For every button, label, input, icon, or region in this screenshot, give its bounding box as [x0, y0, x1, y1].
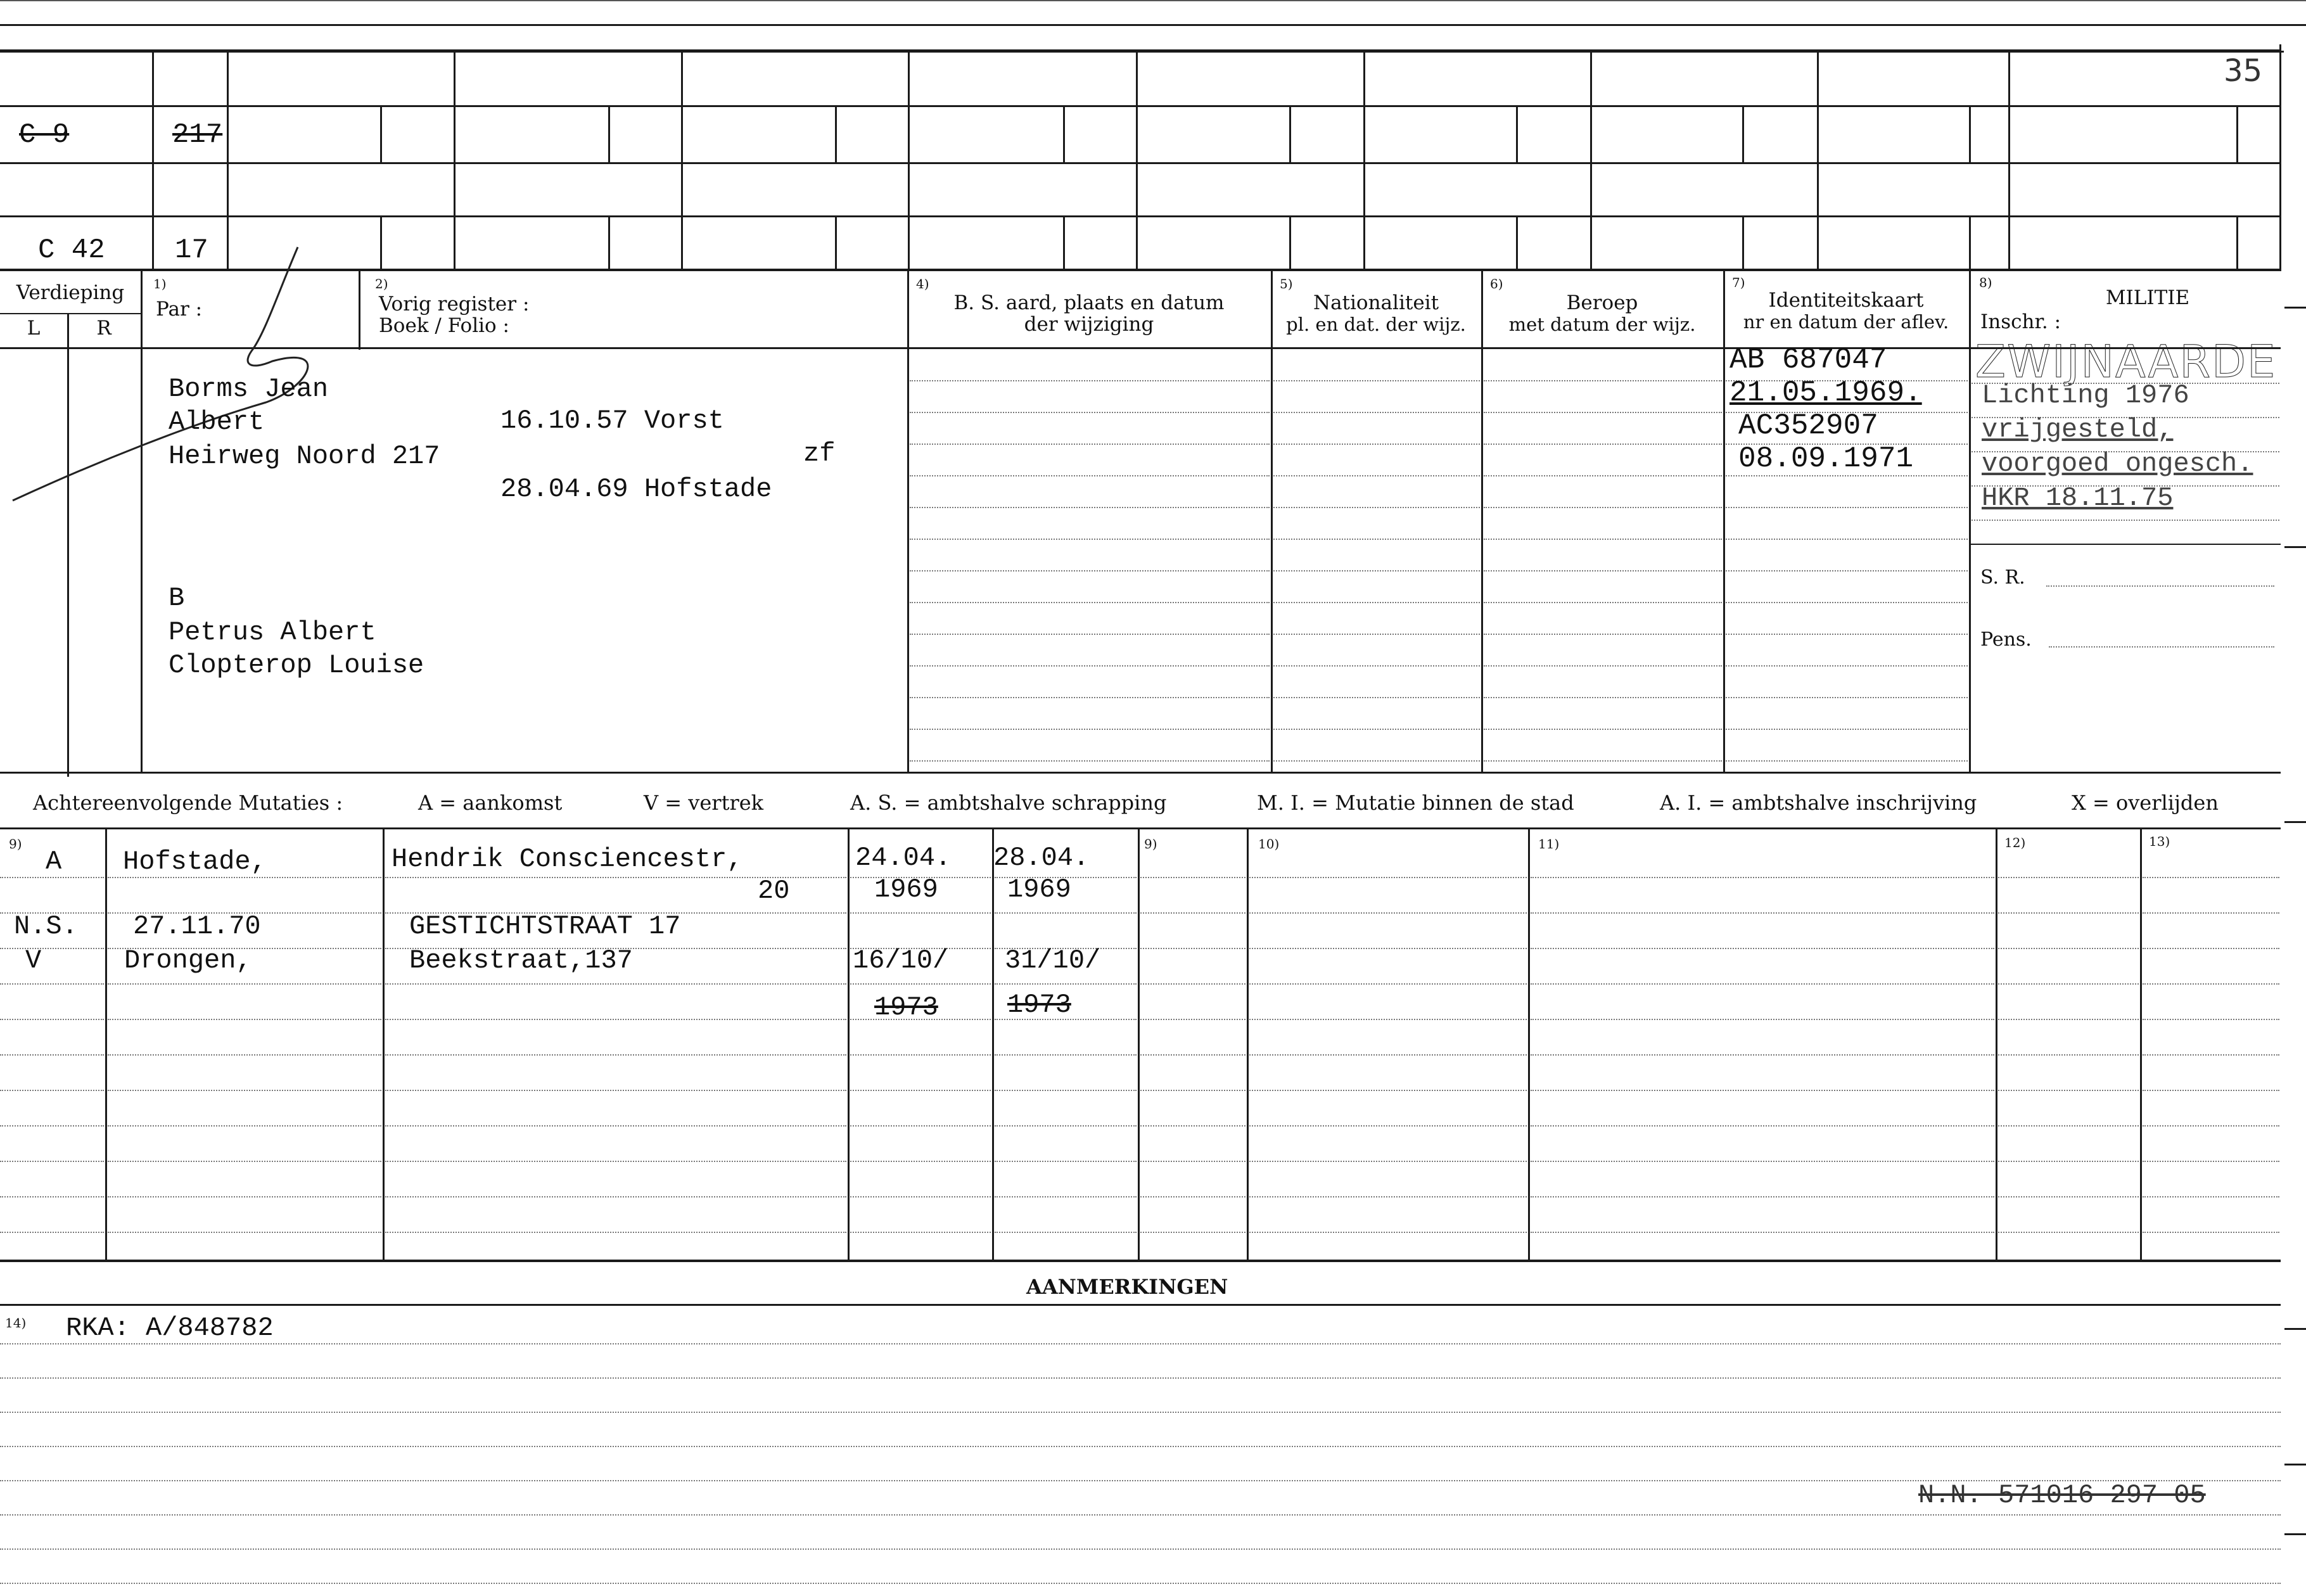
ruled-line [1998, 1196, 2139, 1197]
ruled-line [1249, 877, 1527, 878]
ruled-line [1140, 912, 1245, 914]
ruled-line [1998, 1232, 2139, 1233]
ruled-line [1273, 444, 1480, 445]
ruled-line [1273, 539, 1480, 540]
ruled-line [1484, 444, 1722, 445]
ruled-line [850, 912, 991, 914]
mut1-date1: 24.04. [855, 843, 952, 873]
ruled-line [910, 729, 1270, 730]
ruled-line [0, 983, 104, 985]
ruled-line [2143, 1196, 2279, 1197]
ruled-line [1484, 539, 1722, 540]
ruled-line [995, 1232, 1137, 1233]
pens-label: Pens. [1980, 629, 2032, 651]
mut-col-9b-number: 9) [1144, 836, 1157, 852]
legend-title: Achtereenvolgende Mutaties : [33, 791, 343, 815]
ruled-line [910, 665, 1270, 667]
mut1-place: Hofstade, [123, 846, 267, 877]
ruled-line [850, 1125, 991, 1127]
ruled-line [1998, 877, 2139, 878]
code-2a: C 42 [38, 234, 105, 266]
identity-header-line2: nr en datum der aflev. [1743, 311, 1949, 333]
ruled-line [1273, 697, 1480, 698]
ruled-line [1249, 948, 1527, 949]
legend-official-registration: A. I. = ambtshalve inschrijving [1660, 791, 1977, 815]
ruled-line [995, 1090, 1137, 1091]
ruled-line [0, 1196, 104, 1197]
par-label: Par : [156, 298, 203, 321]
mut3-date1: 16/10/ [853, 945, 949, 976]
legend-death: X = overlijden [2072, 791, 2219, 815]
ruled-line [0, 1480, 2281, 1481]
boek-folio-label: Boek / Folio : [379, 314, 509, 337]
ruled-line [995, 1196, 1137, 1197]
ruled-line [1273, 507, 1480, 508]
ruled-line [385, 1090, 846, 1091]
ruled-line [1531, 912, 1994, 914]
ruled-line [385, 1161, 846, 1162]
ruled-line [1726, 729, 1968, 730]
ruled-line [1249, 1019, 1527, 1020]
ruled-line [1273, 634, 1480, 635]
ruled-line [850, 1232, 991, 1233]
ruled-line [1484, 507, 1722, 508]
ruled-line [0, 1232, 104, 1233]
ruled-line [108, 1161, 381, 1162]
code-2b: 17 [175, 234, 208, 266]
ruled-line [1249, 1161, 1527, 1162]
legend-arrival: A = aankomst [418, 791, 563, 815]
field-8-number: 8) [1979, 275, 1992, 290]
ruled-line [1726, 634, 1968, 635]
bs-header-line1: B. S. aard, plaats en datum [953, 291, 1225, 314]
ruled-line [1998, 1090, 2139, 1091]
father-name: Petrus Albert [169, 617, 376, 648]
ruled-line [995, 1125, 1137, 1127]
ruled-line [1273, 760, 1480, 762]
ruled-line [850, 1161, 991, 1162]
ruled-line [1273, 602, 1480, 603]
ruled-line [2143, 1125, 2279, 1127]
ruled-line [850, 1090, 991, 1091]
mut-col-12b-number: 12) [2004, 835, 2026, 850]
identity-card-2: AC352907 [1738, 409, 1878, 442]
mut3-street: Beekstraat,137 [409, 945, 633, 976]
ruled-line [1531, 1125, 1994, 1127]
ruled-line [0, 1161, 104, 1162]
ruled-line [1531, 1019, 1994, 1020]
militia-line-4: HKR 18.11.75 [1982, 483, 2174, 513]
person-name-line2: Albert [169, 407, 265, 437]
mut-col-9-number: 9) [9, 836, 22, 852]
ruled-line [850, 1196, 991, 1197]
birth-date-place: 16.10.57 Vorst [500, 405, 724, 436]
ruled-line [1249, 1232, 1527, 1233]
ruled-line [1140, 1232, 1245, 1233]
identity-date-2: 08.09.1971 [1738, 442, 1914, 475]
vorig-register-label: Vorig register : [379, 293, 530, 316]
ruled-line [1998, 1161, 2139, 1162]
ruled-line [1484, 475, 1722, 476]
person-name-line1: Borms Jean [169, 374, 329, 404]
mut1-type: A [46, 846, 62, 877]
bs-header-line2: der wijziging [1024, 313, 1154, 336]
ruled-line [1484, 665, 1722, 667]
ruled-line [1273, 475, 1480, 476]
ruled-line [108, 877, 381, 878]
ruled-line [910, 507, 1270, 508]
ruled-line [0, 1054, 104, 1056]
ruled-line [910, 475, 1270, 476]
ruled-line [1531, 1090, 1994, 1091]
mut1-date2-year: 1969 [1007, 874, 1071, 905]
mut1-street: Hendrik Consciencestr, [392, 844, 743, 874]
legend-struck: A. S. = ambtshalve schrapping [850, 791, 1167, 815]
mut3-date1-year: 1973 [874, 992, 938, 1023]
ruled-line [1531, 1054, 1994, 1056]
field-6-number: 6) [1490, 276, 1503, 291]
nationality-header-line1: Nationaliteit [1313, 291, 1439, 314]
remarks-number: 14) [5, 1315, 27, 1331]
ruled-line [1484, 634, 1722, 635]
ruled-line [0, 1412, 2281, 1413]
ruled-line [1531, 948, 1994, 949]
ruled-line [1531, 877, 1994, 878]
ruled-line [108, 1196, 381, 1197]
identity-header-line1: Identiteitskaart [1768, 289, 1924, 312]
ruled-line [850, 983, 991, 985]
ruled-line [2143, 948, 2279, 949]
ruled-line [0, 1019, 104, 1020]
militia-line-3: voorgoed ongesch. [1982, 449, 2253, 479]
national-number: N.N. 571016 297 05 [1918, 1480, 2206, 1510]
mut3-type: V [25, 945, 42, 976]
ruled-line [0, 1343, 2281, 1344]
municipality-stamp: ZWIJNAARDE [1975, 336, 2277, 388]
ruled-line [2143, 1054, 2279, 1056]
field-1-number: 1) [153, 276, 167, 291]
ruled-line [108, 983, 381, 985]
ruled-line [0, 1583, 2281, 1584]
ruled-line [1531, 1232, 1994, 1233]
mut2-place: 27.11.70 [133, 911, 261, 942]
ruled-line [910, 412, 1270, 413]
ruled-line [1998, 912, 2139, 914]
ruled-line [108, 1054, 381, 1056]
ruled-line [1484, 729, 1722, 730]
legend-city-mutation: M. I. = Mutatie binnen de stad [1257, 791, 1574, 815]
ruled-line [108, 1090, 381, 1091]
page-number: 35 [2224, 53, 2263, 89]
ruled-line [910, 602, 1270, 603]
mut3-place: Drongen, [124, 945, 252, 976]
mut-col-11b-number: 11) [1538, 836, 1560, 852]
ruled-line [108, 1232, 381, 1233]
ruled-line [1726, 570, 1968, 571]
militia-line-1: Lichting 1976 [1982, 380, 2189, 411]
mut-col-13b-number: 13) [2149, 834, 2170, 849]
ruled-line [1249, 1054, 1527, 1056]
ruled-line [385, 1019, 846, 1020]
mut1-date2: 28.04. [993, 843, 1090, 873]
ruled-line [1726, 602, 1968, 603]
ruled-line [910, 760, 1270, 762]
ruled-line [910, 444, 1270, 445]
ruled-line [910, 634, 1270, 635]
ruled-line [385, 1125, 846, 1127]
mother-name: Clopterop Louise [169, 650, 424, 680]
verdieping-r: R [96, 317, 111, 340]
ruled-line [1140, 1161, 1245, 1162]
code-1b: 217 [172, 119, 223, 151]
ruled-line [1140, 1019, 1245, 1020]
ruled-line [910, 697, 1270, 698]
ruled-line [2143, 1019, 2279, 1020]
settlement-date-place: 28.04.69 Hofstade [500, 474, 772, 504]
ruled-line [1726, 539, 1968, 540]
mut3-date2: 31/10/ [1005, 945, 1101, 976]
field-7-number: 7) [1732, 275, 1745, 290]
inschr-label: Inschr. : [1980, 310, 2061, 333]
nationality-header-line2: pl. en dat. der wijz. [1286, 314, 1466, 335]
ruled-line [1273, 729, 1480, 730]
ruled-line [995, 912, 1137, 914]
militia-header: MILITIE [2105, 286, 2190, 309]
ruled-line [0, 1446, 2281, 1447]
ruled-line [2143, 983, 2279, 985]
remarks-title: AANMERKINGEN [1026, 1275, 1228, 1299]
ruled-line [1998, 1125, 2139, 1127]
mut-col-10b-number: 10) [1258, 836, 1280, 852]
ruled-line [2143, 1161, 2279, 1162]
ruled-line [1998, 1054, 2139, 1056]
marital-code: zf [803, 438, 836, 469]
field-4-number: 4) [916, 276, 929, 291]
ruled-line [995, 983, 1137, 985]
ruled-line [1484, 570, 1722, 571]
sr-label: S. R. [1980, 566, 2025, 589]
mut2-street: GESTICHTSTRAAT 17 [409, 911, 681, 942]
ruled-line [1273, 380, 1480, 381]
ruled-line [2143, 877, 2279, 878]
field-5-number: 5) [1280, 276, 1293, 291]
ruled-line [385, 1232, 846, 1233]
ruled-line [1484, 760, 1722, 762]
ruled-line [108, 1019, 381, 1020]
profession-header-line1: Beroep [1566, 291, 1638, 314]
ruled-line [1484, 697, 1722, 698]
ruled-line [0, 877, 104, 878]
ruled-line [0, 1125, 104, 1127]
ruled-line [0, 1514, 2281, 1516]
ruled-line [995, 1161, 1137, 1162]
mut2-type: N.S. [14, 911, 78, 942]
ruled-line [0, 1090, 104, 1091]
mut1-date1-year: 1969 [874, 874, 938, 905]
ruled-line [1140, 948, 1245, 949]
ruled-line [1273, 665, 1480, 667]
ruled-line [0, 1377, 2281, 1379]
ruled-line [1484, 412, 1722, 413]
ruled-line [1273, 570, 1480, 571]
ruled-line [1726, 697, 1968, 698]
ruled-line [0, 1548, 2281, 1550]
ruled-line [1140, 983, 1245, 985]
ruled-line [1140, 1090, 1245, 1091]
ruled-line [385, 1054, 846, 1056]
ruled-line [108, 1125, 381, 1127]
parent-code: B [169, 583, 185, 613]
ruled-line [910, 570, 1270, 571]
ruled-line [1726, 507, 1968, 508]
ruled-line [1249, 1090, 1527, 1091]
ruled-line [0, 948, 104, 949]
profession-header-line2: met datum der wijz. [1508, 314, 1696, 335]
verdieping-l: L [27, 317, 41, 340]
ruled-line [1140, 1054, 1245, 1056]
code-1a: C 9 [19, 119, 70, 151]
ruled-line [1726, 475, 1968, 476]
ruled-line [850, 1054, 991, 1056]
ruled-line [1140, 1196, 1245, 1197]
ruled-line [1531, 1161, 1994, 1162]
identity-card-1: AB 687047 [1730, 343, 1887, 376]
ruled-line [2143, 912, 2279, 914]
remarks-text: RKA: A/848782 [66, 1313, 274, 1343]
ruled-line [2143, 1232, 2279, 1233]
ruled-line [1484, 380, 1722, 381]
ruled-line [1531, 1196, 1994, 1197]
ruled-line [2143, 1090, 2279, 1091]
ruled-line [1249, 983, 1527, 985]
ruled-line [1273, 412, 1480, 413]
ruled-line [995, 1054, 1137, 1056]
ruled-line [1249, 1196, 1527, 1197]
ruled-line [1249, 1125, 1527, 1127]
ruled-line [910, 539, 1270, 540]
field-2-number: 2) [375, 276, 388, 291]
militia-line-2: vrijgesteld, [1982, 414, 2174, 445]
ruled-line [1998, 948, 2139, 949]
ruled-line [1249, 912, 1527, 914]
ruled-line [1140, 877, 1245, 878]
mut3-date2-year: 1973 [1007, 990, 1071, 1020]
ruled-line [1998, 1019, 2139, 1020]
mut1-street-number: 20 [758, 876, 790, 906]
person-address: Heirweg Noord 217 [169, 441, 440, 471]
ruled-line [1972, 520, 2279, 521]
ruled-line [1726, 760, 1968, 762]
ruled-line [1484, 602, 1722, 603]
ruled-line [1531, 983, 1994, 985]
ruled-line [385, 983, 846, 985]
ruled-line [1726, 665, 1968, 667]
identity-date-1: 21.05.1969. [1730, 376, 1922, 409]
verdieping-label: Verdieping [16, 281, 125, 304]
ruled-line [910, 380, 1270, 381]
legend-departure: V = vertrek [644, 791, 764, 815]
ruled-line [1140, 1125, 1245, 1127]
ruled-line [1998, 983, 2139, 985]
ruled-line [385, 1196, 846, 1197]
